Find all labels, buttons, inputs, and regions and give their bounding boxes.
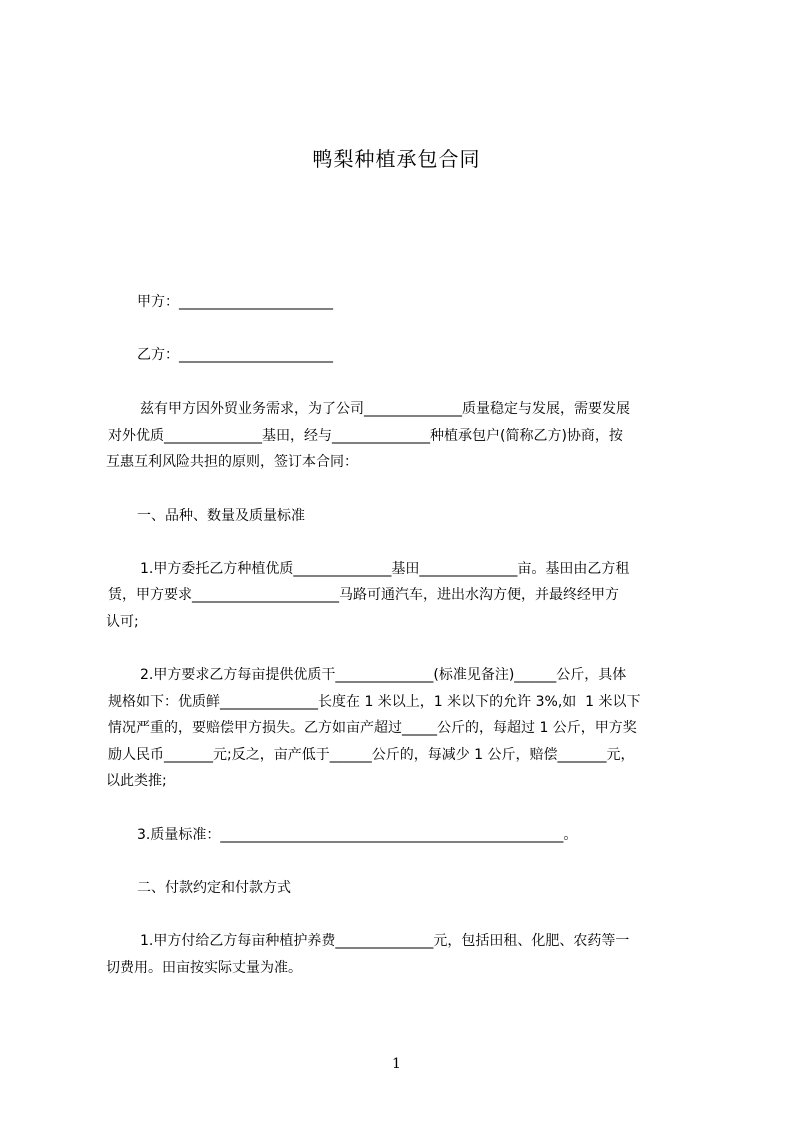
party-b-line: 乙方：______________________ <box>137 347 333 363</box>
clause-line: 切费用。田亩按实际丈量为准。 <box>106 960 302 976</box>
clause-line: 1.甲方付给乙方每亩种植护养费______________元，包括田租、化肥、农药等一 <box>140 933 630 949</box>
page-number: 1 <box>392 1056 401 1072</box>
clause-line: 认可; <box>106 614 139 630</box>
clause-line: 情况严重的，要赔偿甲方损失。乙方如亩产超过_____公斤的，每超过 1 公斤，甲方奖 <box>108 720 637 736</box>
party-a-line: 甲方：______________________ <box>137 294 333 310</box>
clause-line: 3.质量标准：_________________________________________________。 <box>137 827 578 843</box>
intro-line: 兹有甲方因外贸业务需求，为了公司______________质量稳定与发展，需要发展 <box>140 401 630 417</box>
section-heading: 二、付款约定和付款方式 <box>137 880 291 896</box>
clause-line: 励人民币_______元;反之，亩产低于______公斤的，每减少 1 公斤，赔偿_______元， <box>108 747 635 763</box>
section-heading: 一、品种、数量及质量标准 <box>137 508 305 524</box>
document-title: 鸭梨种植承包合同 <box>312 147 481 171</box>
clause-line: 2.甲方要求乙方每亩提供优质干______________(标准见备注)______公斤，具体 <box>140 667 627 683</box>
intro-line: 互惠互利风险共担的原则，签订本合同： <box>106 454 358 470</box>
clause-line: 1.甲方委托乙方种植优质______________基田______________亩。基田由乙方租 <box>140 561 630 577</box>
clause-line: 赁，甲方要求_____________________马路可通汽车，进出水沟方便，并最终经甲方 <box>108 587 619 603</box>
clause-line: 以此类推; <box>106 773 167 789</box>
clause-line: 规格如下：优质鲜______________长度在 1 米以上，1 米以下的允许 3%,如 1 米以下 <box>108 694 641 710</box>
intro-line: 对外优质______________基田，经与______________种植承包户(简称乙方)协商，按 <box>108 428 623 444</box>
